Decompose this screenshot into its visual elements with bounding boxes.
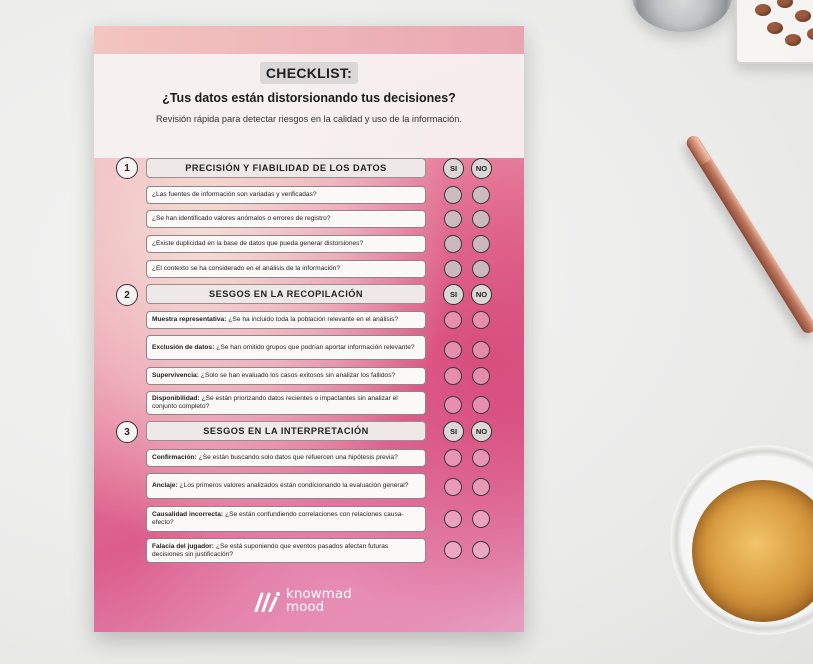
yes-checkbox[interactable] — [444, 396, 462, 414]
checklist-subtitle: Revisión rápida para detectar riesgos en la calidad y uso de la información. — [156, 114, 462, 124]
no-checkbox[interactable] — [472, 186, 490, 204]
yes-checkbox[interactable] — [444, 210, 462, 228]
yes-checkbox[interactable] — [444, 186, 462, 204]
section-number: 1 — [116, 157, 138, 179]
yes-checkbox[interactable] — [444, 510, 462, 528]
metal-jar-lid — [632, 0, 732, 32]
yes-checkbox[interactable] — [444, 541, 462, 559]
question-row: Supervivencia: ¿Solo se han evaluado los casos exitosos sin analizar los fallidos? — [146, 367, 426, 385]
no-checkbox[interactable] — [472, 235, 490, 253]
question-row: ¿Se han identificado valores anómalos o errores de registro? — [146, 210, 426, 228]
question-row: Disponibilidad: ¿Se están priorizando datos recientes o impactantes sin analizar el conjunto completo? — [146, 391, 426, 415]
question-row: Anclaje: ¿Los primeros valores analizados están condicionando la evaluación general? — [146, 473, 426, 499]
yes-checkbox[interactable] — [444, 367, 462, 385]
section-number: 3 — [116, 421, 138, 443]
yes-header: SI — [443, 421, 464, 442]
yes-checkbox[interactable] — [444, 478, 462, 496]
no-checkbox[interactable] — [472, 367, 490, 385]
question-row: Falacia del jugador: ¿Se está suponiendo que eventos pasados afectan futuras decisiones sin justificación? — [146, 538, 426, 563]
no-checkbox[interactable] — [472, 396, 490, 414]
question-row: Confirmación: ¿Se están buscando solo datos que refuercen una hipótesis previa? — [146, 449, 426, 467]
section-title: PRECISIÓN Y FIABILIDAD DE LOS DATOS — [146, 158, 426, 178]
yes-header: SI — [443, 284, 464, 305]
no-header: NO — [471, 284, 492, 305]
checklist-sheet — [94, 26, 524, 632]
glass-box-with-pins — [735, 0, 813, 64]
section-title: SESGOS EN LA INTERPRETACIÓN — [146, 421, 426, 441]
no-checkbox[interactable] — [472, 311, 490, 329]
question-row: ¿Las fuentes de información son variadas y verificadas? — [146, 186, 426, 204]
no-header: NO — [471, 421, 492, 442]
knowmad-mood-logo — [254, 588, 352, 614]
question-row: Exclusión de datos: ¿Se han omitido grupos que podrían aportar información relevante? — [146, 335, 426, 360]
question-row: ¿Existe duplicidad en la base de datos que pueda generar distorsiones? — [146, 235, 426, 253]
yes-checkbox[interactable] — [444, 311, 462, 329]
knowmad-logo-icon — [254, 590, 280, 612]
no-checkbox[interactable] — [472, 449, 490, 467]
sheet-top-band — [94, 26, 524, 54]
no-checkbox[interactable] — [472, 478, 490, 496]
yes-checkbox[interactable] — [444, 449, 462, 467]
section-number: 2 — [116, 284, 138, 306]
question-row: Muestra representativa: ¿Se ha incluido toda la población relevante en el análisis? — [146, 311, 426, 329]
checklist-title: ¿Tus datos están distorsionando tus decisiones? — [162, 91, 456, 105]
copper-pen — [684, 133, 813, 335]
yes-checkbox[interactable] — [444, 260, 462, 278]
no-checkbox[interactable] — [472, 510, 490, 528]
sheet-header — [94, 54, 524, 158]
no-header: NO — [471, 158, 492, 179]
brand-name: knowmad mood — [286, 586, 352, 615]
yes-checkbox[interactable] — [444, 235, 462, 253]
yes-checkbox[interactable] — [444, 341, 462, 359]
section-title: SESGOS EN LA RECOPILACIÓN — [146, 284, 426, 304]
question-row: Causalidad incorrecta: ¿Se están confundiendo correlaciones con relaciones causa-efecto? — [146, 506, 426, 532]
no-checkbox[interactable] — [472, 210, 490, 228]
no-checkbox[interactable] — [472, 260, 490, 278]
checklist-tag: CHECKLIST: — [260, 62, 358, 84]
no-checkbox[interactable] — [472, 541, 490, 559]
no-checkbox[interactable] — [472, 341, 490, 359]
yes-header: SI — [443, 158, 464, 179]
question-row: ¿El contexto se ha considerado en el análisis de la información? — [146, 260, 426, 278]
